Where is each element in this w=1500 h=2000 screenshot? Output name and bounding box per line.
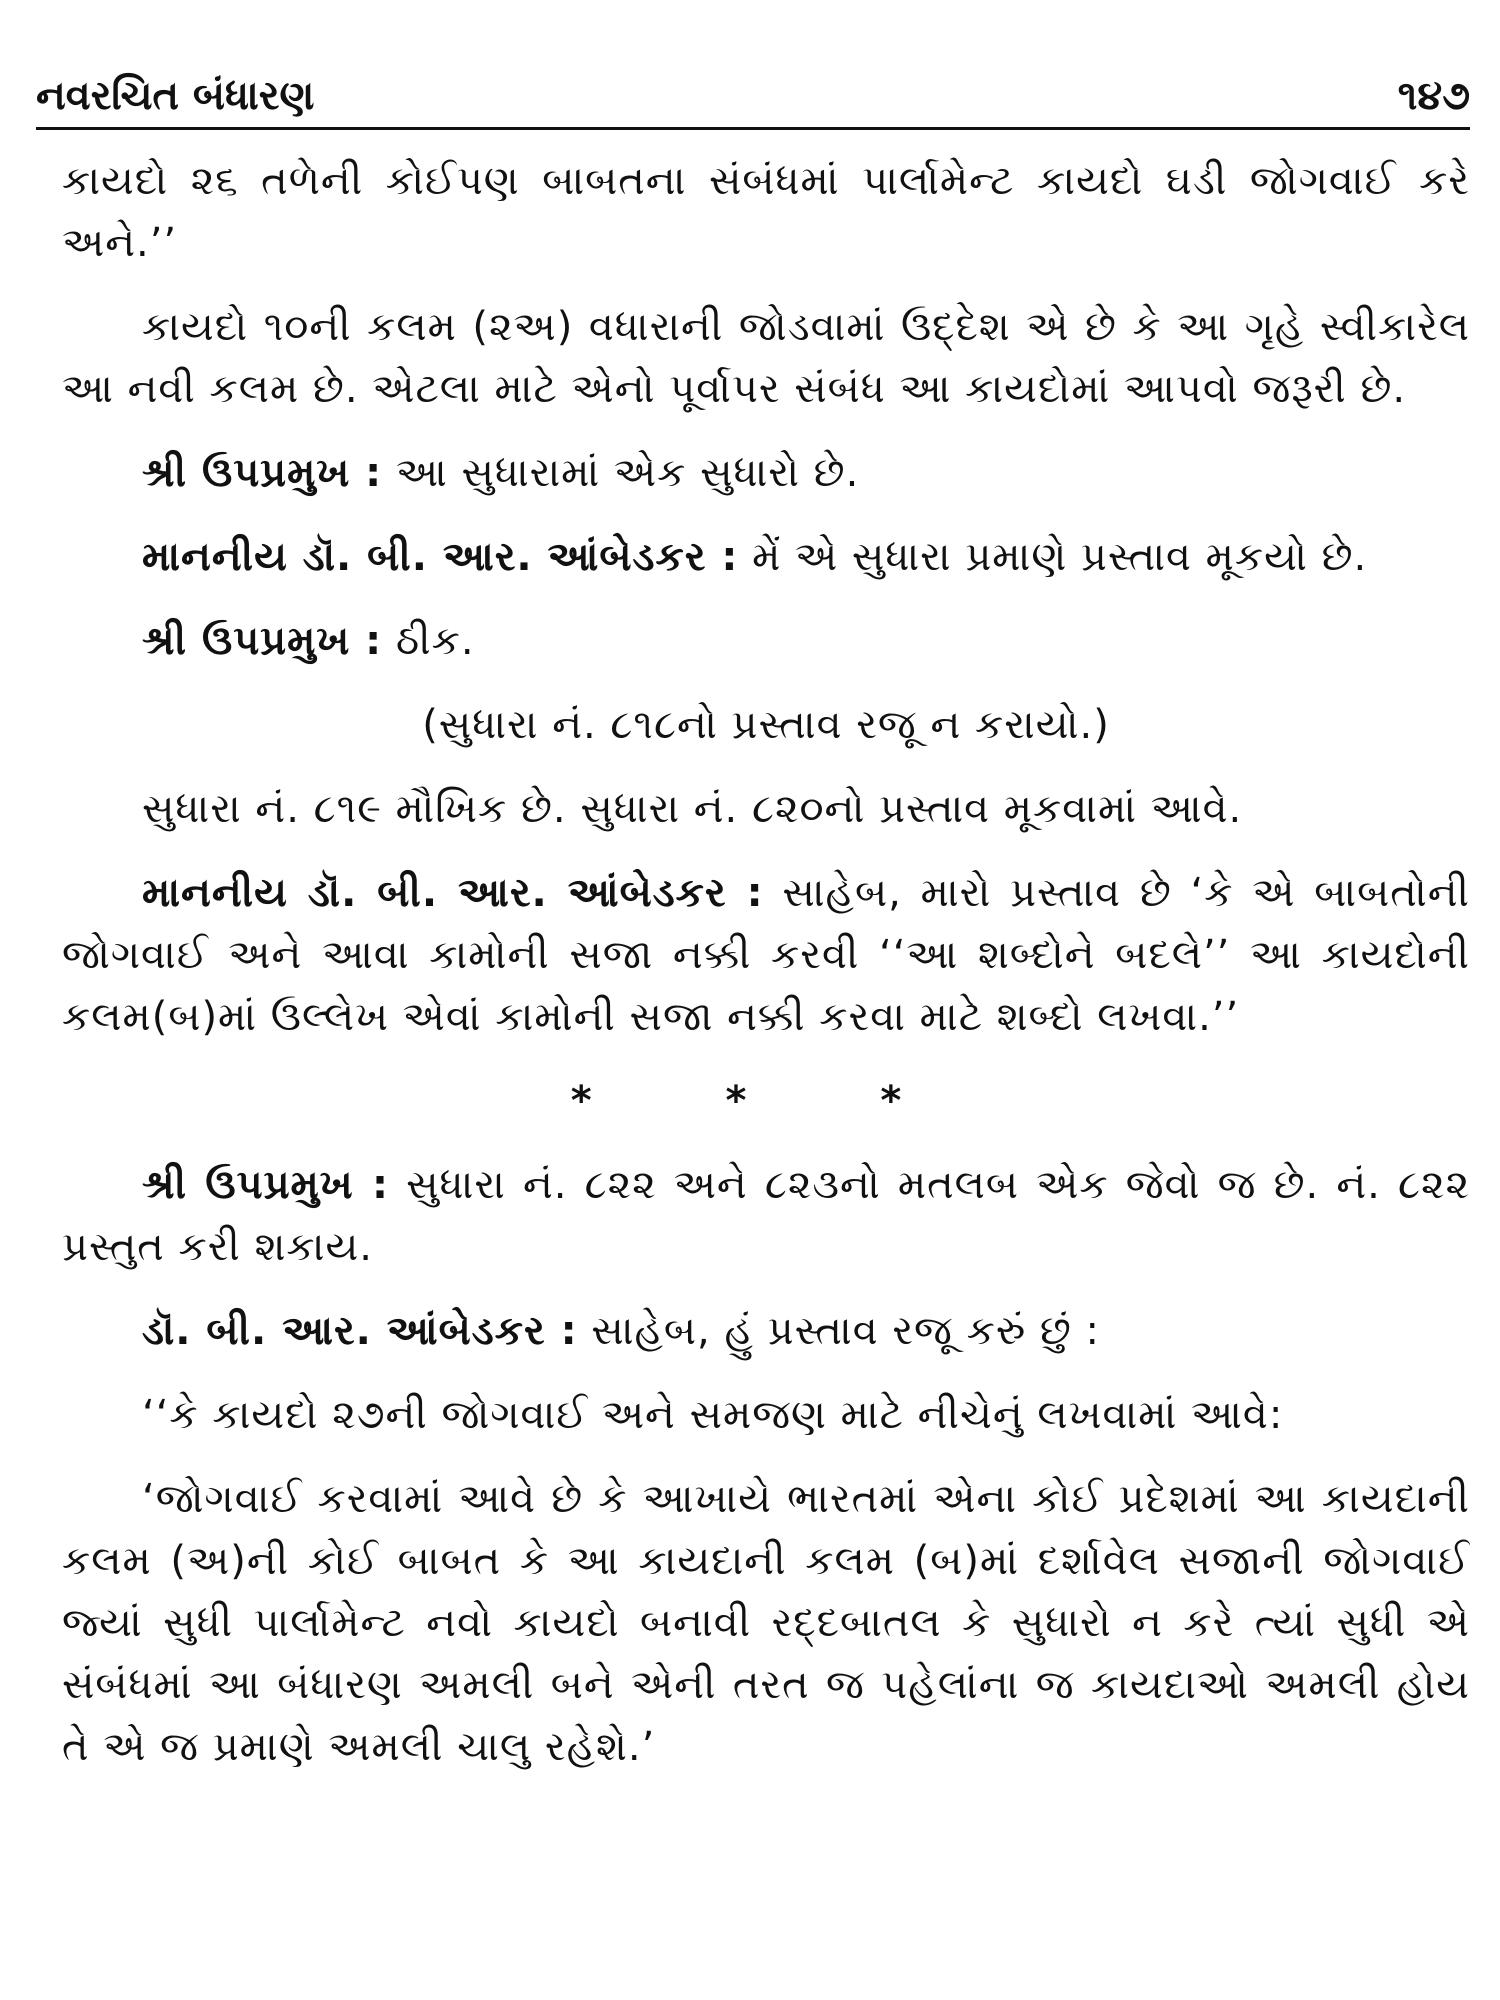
paragraph-text: સાહેબ, મારો પ્રસ્તાવ છે ‘કે એ બાબતોની જોગવાઈ અને આવા કામોની સજા નક્કી કરવી ‘‘આ શબ્દોને બદલે’’ આ કાયદોની કલમ(બ)માં ઉલ્લેખ એવાં કામોની સજા નક્કી કરવા માટે શબ્દો લખવા.’’ <box>62 870 1470 1040</box>
running-header <box>36 68 1470 130</box>
page-body <box>62 150 1470 1800</box>
speaker-name: શ્રી ઉપપ્રમુખ : <box>142 1162 390 1208</box>
paragraph <box>62 778 1470 840</box>
paragraph <box>62 1154 1470 1278</box>
separator-stars: * * * <box>570 1078 962 1124</box>
paragraph-text: (સુધારા નં. ૮૧૮નો પ્રસ્તાવ રજૂ ન કરાયો.) <box>422 702 1110 748</box>
paragraph <box>62 1468 1470 1778</box>
paragraph <box>62 862 1470 1048</box>
paragraph-text: ‘‘કે કાયદો ૨૭ની જોગવાઈ અને સમજણ માટે નીચેનું લખવામાં આવે: <box>142 1392 1284 1438</box>
speaker-name: ડૉ. બી. આર. આંબેડકર : <box>142 1308 578 1354</box>
paragraph <box>62 610 1470 672</box>
section-separator <box>62 1070 1470 1132</box>
paragraph-text: સુધારા નં. ૮૨૨ અને ૮૨૩નો મતલબ એક જેવો જ છે. નં. ૮૨૨ પ્રસ્તુત કરી શકાય. <box>62 1162 1470 1270</box>
speaker-name: શ્રી ઉપપ્રમુખ : <box>142 618 383 664</box>
paragraph-text: કાયદો ૧૦ની કલમ (૨અ) વધારાની જોડવામાં ઉદ્દેશ એ છે કે આ ગૃહે સ્વીકારેલ આ નવી કલમ છે. એટલા માટે એનો પૂર્વાપર સંબંધ આ કાયદોમાં આપવો જરૂરી છે. <box>62 304 1470 412</box>
paragraph-text: આ સુધારામાં એક સુધારો છે. <box>395 450 860 496</box>
paragraph-text: મેં એ સુધારા પ્રમાણે પ્રસ્તાવ મૂકયો છે. <box>752 534 1368 580</box>
paragraph <box>62 296 1470 420</box>
paragraph-text: સાહેબ, હું પ્રસ્તાવ રજૂ કરું છું : <box>591 1308 1100 1354</box>
paragraph <box>62 694 1470 756</box>
paragraph-text: ઠીક. <box>395 618 475 664</box>
running-title: નવરચિત બંધારણ <box>36 73 315 119</box>
paragraph-text: કાયદો ૨૬ તળેની કોઈપણ બાબતના સંબંધમાં પાર્લામેન્ટ કાયદો ઘડી જોગવાઈ કરે અને.’’ <box>62 158 1470 266</box>
paragraph <box>62 1300 1470 1362</box>
speaker-name: શ્રી ઉપપ્રમુખ : <box>142 450 383 496</box>
paragraph <box>62 1384 1470 1446</box>
paragraph-text: ‘જોગવાઈ કરવામાં આવે છે કે આખાયે ભારતમાં એના કોઈ પ્રદેશમાં આ કાયદાની કલમ (અ)ની કોઈ બાબત કે આ કાયદાની કલમ (બ)માં દર્શાવેલ સજાની જોગવાઈ જ્યાં સુધી પાર્લામેન્ટ નવો કાયદો બનાવી રદ્દબાતલ કે સુધારો ન કરે ત્યાં સુધી એ સંબંધમાં આ બંધારણ અમલી બને એની તરત જ પહેલાંના જ કાયદાઓ અમલી હોય તે એ જ પ્રમાણે અમલી ચાલુ રહેશે.’ <box>62 1476 1470 1770</box>
paragraph <box>62 442 1470 504</box>
paragraph <box>62 526 1470 588</box>
speaker-name: માનનીય ડૉ. બી. આર. આંબેડકર : <box>142 534 739 580</box>
paragraph <box>62 150 1470 274</box>
page-number: ૧૪૭ <box>1397 73 1470 119</box>
paragraph-text: સુધારા નં. ૮૧૯ મૌખિક છે. સુધારા નં. ૮૨૦નો પ્રસ્તાવ મૂકવામાં આવે. <box>142 786 1243 832</box>
speaker-name: માનનીય ડૉ. બી. આર. આંબેડકર : <box>142 870 764 916</box>
